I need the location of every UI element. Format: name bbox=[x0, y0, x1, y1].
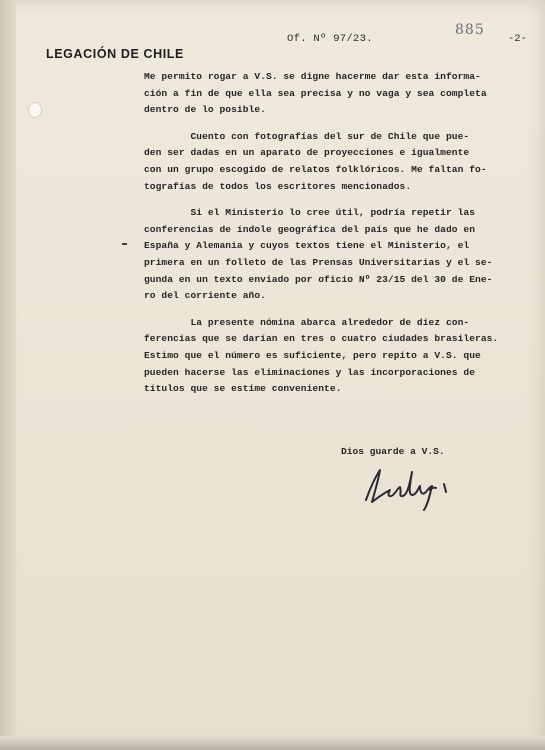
text-line: Me permito rogar a V.S. se digne hacerme dar esta informa- bbox=[144, 71, 481, 82]
margin-mark bbox=[122, 243, 127, 245]
paragraph bbox=[144, 205, 539, 305]
paragraph bbox=[144, 315, 539, 398]
text-line: ro del corriente año. bbox=[144, 290, 266, 302]
page-left-edge bbox=[0, 0, 16, 750]
text-line: gunda en un texto enviado por oficio Nº 23/15 del 30 de Ene- bbox=[144, 273, 493, 285]
text-line: conferencias de índole geográfica del país que he dado en bbox=[144, 223, 476, 235]
text-line: ción a fin de que ella sea precisa y no vaga y sea completa bbox=[144, 87, 487, 99]
folio-number: 885 bbox=[455, 22, 485, 38]
punch-hole bbox=[28, 102, 42, 118]
text-line: ferencias que se darían en tres o cuatro ciudades brasileras. bbox=[144, 333, 499, 345]
text-line: den ser dadas en un aparato de proyecciones e igualmente bbox=[144, 147, 470, 159]
text-line: dentro de lo posible. bbox=[144, 104, 266, 116]
text-line: tografías de todos los escritores mencionados. bbox=[144, 180, 412, 192]
text-line: Estimo que el número es suficiente, pero repito a V.S. que bbox=[144, 349, 481, 361]
paragraph bbox=[144, 129, 539, 195]
text-line: primera en un folleto de las Prensas Universitarias y el se- bbox=[144, 256, 493, 268]
page-number: -2- bbox=[508, 33, 527, 45]
reference-number: Of. Nº 97/23. bbox=[287, 33, 373, 45]
letter-body bbox=[144, 69, 539, 398]
text-line: España y Alemania y cuyos textos tiene el Ministerio, el bbox=[144, 240, 470, 252]
paragraph bbox=[144, 69, 539, 119]
closing-salutation: Dios guarde a V.S. bbox=[341, 446, 445, 457]
text-line: títulos que se estime conveniente. bbox=[144, 383, 342, 395]
text-line: con un grupo escogido de relatos folklóricos. Me faltan fo- bbox=[144, 163, 487, 175]
handwritten-signature bbox=[360, 462, 460, 512]
text-line: Cuento con fotografías del sur de Chile que pue- bbox=[144, 130, 470, 142]
text-line: La presente nómina abarca alrededor de diez con- bbox=[144, 316, 470, 328]
text-line: Si el Ministerio lo cree útil, podría repetir las bbox=[144, 207, 476, 219]
letterhead: LEGACIÓN DE CHILE bbox=[46, 47, 184, 61]
page-bottom-edge bbox=[0, 736, 545, 750]
text-line: pueden hacerse las eliminaciones y las incorporaciones de bbox=[144, 366, 476, 378]
